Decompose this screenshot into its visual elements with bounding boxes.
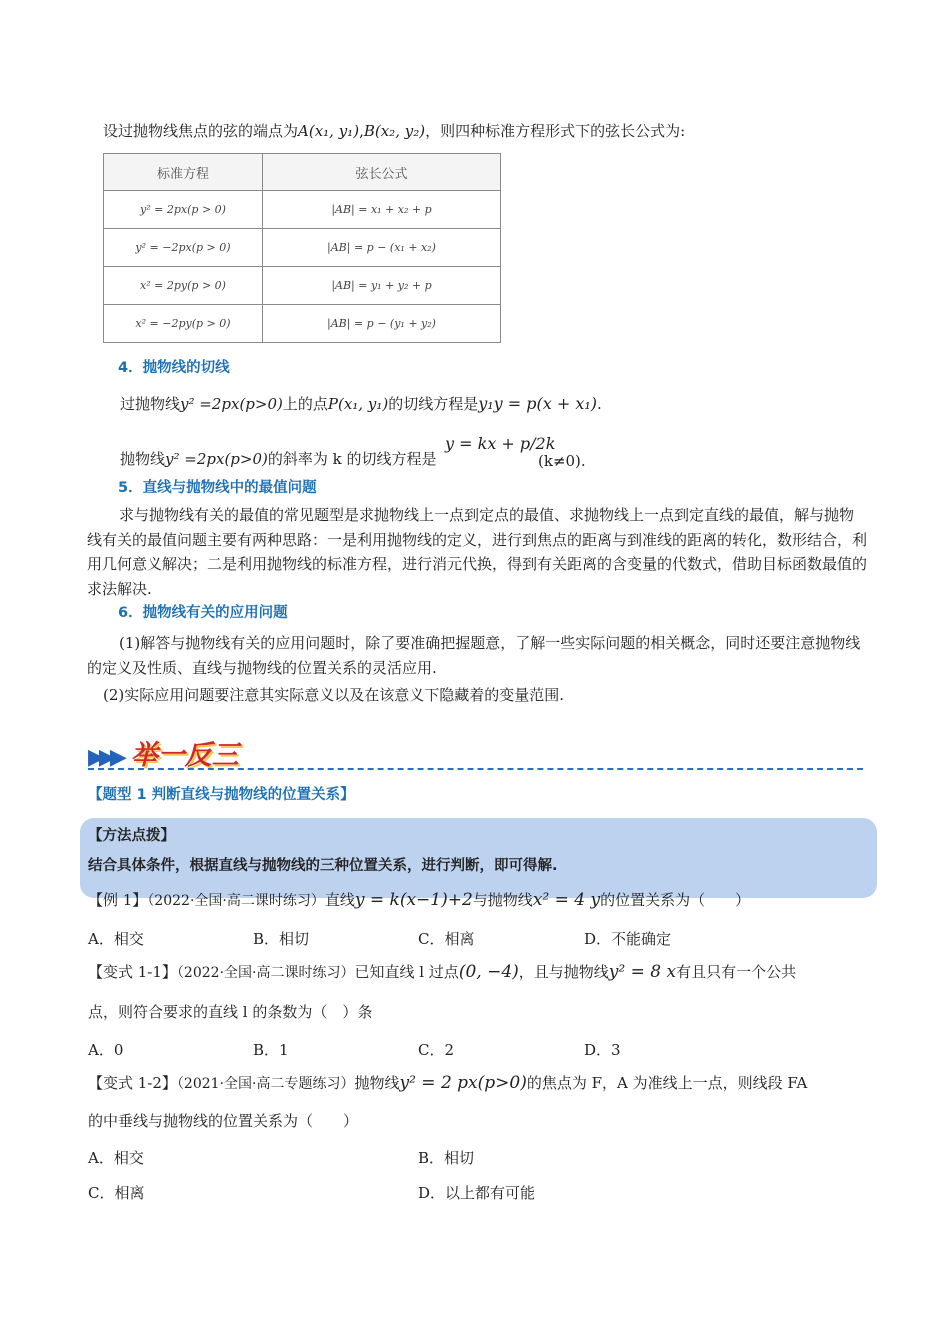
intro-line: 设过抛物线焦点的弦的端点为A(x₁, y₁),B(x₂, y₂)，则四种标准方程形式下的弦长公式为: <box>103 122 686 140</box>
text: 的位置关系为（ ） <box>600 891 751 909</box>
parabola-equation: x² = 4 y <box>532 890 601 910</box>
tangent-slope-formula: y = kx + p/2k <box>445 434 556 453</box>
text: 有且只有一个公共 <box>676 963 797 981</box>
text: 直线 <box>324 891 355 909</box>
point-p: P(x₁, y₁) <box>327 395 389 413</box>
table-cell-formula: |AB| = p − (x₁ + x₂) <box>263 229 501 267</box>
table-cell-equation: y² = −2px(p > 0) <box>104 229 263 267</box>
variant-label: 【变式 1-2】 <box>88 1074 177 1092</box>
section6-heading: 6．抛物线有关的应用问题 <box>118 605 288 621</box>
table-cell-formula: |AB| = y₁ + y₂ + p <box>263 267 501 305</box>
text: 的切线方程是 <box>388 395 479 413</box>
option-b: B．相切 <box>418 1149 475 1167</box>
chord-length-table <box>103 153 501 343</box>
variant11-line2: 点，则符合要求的直线 l 的条数为（ ）条 <box>88 1003 373 1021</box>
banner-divider <box>88 768 863 770</box>
line-equation: y = k(x−1)+2 <box>354 890 473 910</box>
table-header-formula: 弦长公式 <box>263 154 501 191</box>
banner <box>88 733 239 772</box>
intro-prefix: 设过抛物线焦点的弦的端点为 <box>103 122 299 140</box>
variant11-stem <box>88 962 796 982</box>
option-d: D．不能确定 <box>584 930 672 948</box>
method-body: 结合具体条件，根据直线与抛物线的三种位置关系，进行判断，即可得解. <box>88 858 558 874</box>
point: (0, −4) <box>458 962 519 982</box>
option-a: A．相交 <box>88 930 144 948</box>
variant-source: （2022·全国·高二课时练习） <box>176 965 355 981</box>
text: 与抛物线 <box>472 891 533 909</box>
option-d: D．3 <box>584 1041 621 1059</box>
option-c: C．相离 <box>418 930 475 948</box>
table-cell-formula: |AB| = x₁ + x₂ + p <box>263 191 501 229</box>
banner-title: 举一反三 <box>130 740 239 771</box>
text: 抛物线 <box>354 1074 400 1092</box>
option-b: B．相切 <box>253 930 310 948</box>
section4-heading: 4．抛物线的切线 <box>118 360 230 376</box>
table-row <box>104 267 501 305</box>
section6-p2: (2)实际应用问题要注意其实际意义以及在该意义下隐藏着的变量范围. <box>103 686 565 704</box>
text: ，且与抛物线 <box>518 963 609 981</box>
parabola-equation: y² =2px(p>0) <box>180 395 283 413</box>
text: 抛物线 <box>120 450 166 468</box>
table-header-equation: 标准方程 <box>104 154 263 191</box>
table-cell-equation: y² = 2px(p > 0) <box>104 191 263 229</box>
point-b: B(x₂, y₂) <box>363 122 426 140</box>
variant-source: （2021·全国·高二专题练习） <box>176 1076 355 1092</box>
option-d: D．以上都有可能 <box>418 1184 536 1202</box>
tangent-slope-condition: (k≠0). <box>538 452 586 470</box>
section4-line2 <box>120 450 437 468</box>
section6-p1: (1)解答与抛物线有关的应用问题时，除了要准确把握题意，了解一些实际问题的相关概念，同时还要注意抛物线的定义及性质、直线与抛物线的位置关系的灵活应用. <box>87 634 861 677</box>
section4-line1 <box>120 394 602 413</box>
text: 过抛物线 <box>120 395 181 413</box>
option-a: A．0 <box>88 1041 124 1059</box>
parabola-equation: y² = 8 x <box>608 962 677 982</box>
method-heading: 【方法点拨】 <box>88 828 175 844</box>
text: 的焦点为 F，A 为准线上一点，则线段 FA <box>526 1074 808 1092</box>
option-a: A．相交 <box>88 1149 144 1167</box>
table-header-row <box>104 154 501 191</box>
table-cell-equation: x² = −2py(p > 0) <box>104 305 263 343</box>
table-row <box>104 229 501 267</box>
table-cell-equation: x² = 2py(p > 0) <box>104 267 263 305</box>
table-cell-formula: |AB| = p − (y₁ + y₂) <box>263 305 501 343</box>
text: 上的点 <box>282 395 328 413</box>
variant12-stem <box>88 1073 807 1093</box>
variant12-line2: 的中垂线与抛物线的位置关系为（ ） <box>88 1112 359 1130</box>
parabola-equation: y² =2px(p>0) <box>165 450 268 468</box>
section5-heading: 5．直线与抛物线中的最值问题 <box>118 480 317 496</box>
example-source: （2022·全国·高二课时练习） <box>147 893 325 909</box>
section5-body: 求与抛物线有关的最值的常见题型是求抛物线上一点到定点的最值、求抛物线上一点到定直线的最值，解与抛物线有关的最值问题主要有两种思路：一是利用抛物线的定义，进行到焦点的距离与到准线的距离的转化，数形结合，利用几何意义解决；二是利用抛物线的标准方程，进行消元代换，得到有关距离的含变量的代数式，借助目标函数最值的求法解决. <box>87 506 868 598</box>
point-a: A(x₁, y₁) <box>298 122 360 140</box>
method-box <box>80 818 877 898</box>
variant-label: 【变式 1-1】 <box>88 963 177 981</box>
example1-stem <box>88 890 750 910</box>
option-c: C．相离 <box>88 1184 145 1202</box>
type1-heading: 【题型 1 判断直线与抛物线的位置关系】 <box>88 787 355 803</box>
parabola-equation: y² = 2 px(p>0) <box>399 1073 527 1093</box>
intro-suffix: ，则四种标准方程形式下的弦长公式为: <box>425 122 686 140</box>
text: . <box>597 395 602 413</box>
text: 已知直线 l 过点 <box>354 963 459 981</box>
banner-arrows: ▶▶▶ <box>88 745 121 770</box>
option-b: B．1 <box>253 1041 289 1059</box>
option-c: C．2 <box>418 1041 455 1059</box>
table-row <box>104 191 501 229</box>
example-label: 【例 1】 <box>88 891 148 909</box>
tangent-formula: y₁y = p(x + x₁) <box>478 394 598 413</box>
text: 的斜率为 k 的切线方程是 <box>267 450 437 468</box>
table-row <box>104 305 501 343</box>
